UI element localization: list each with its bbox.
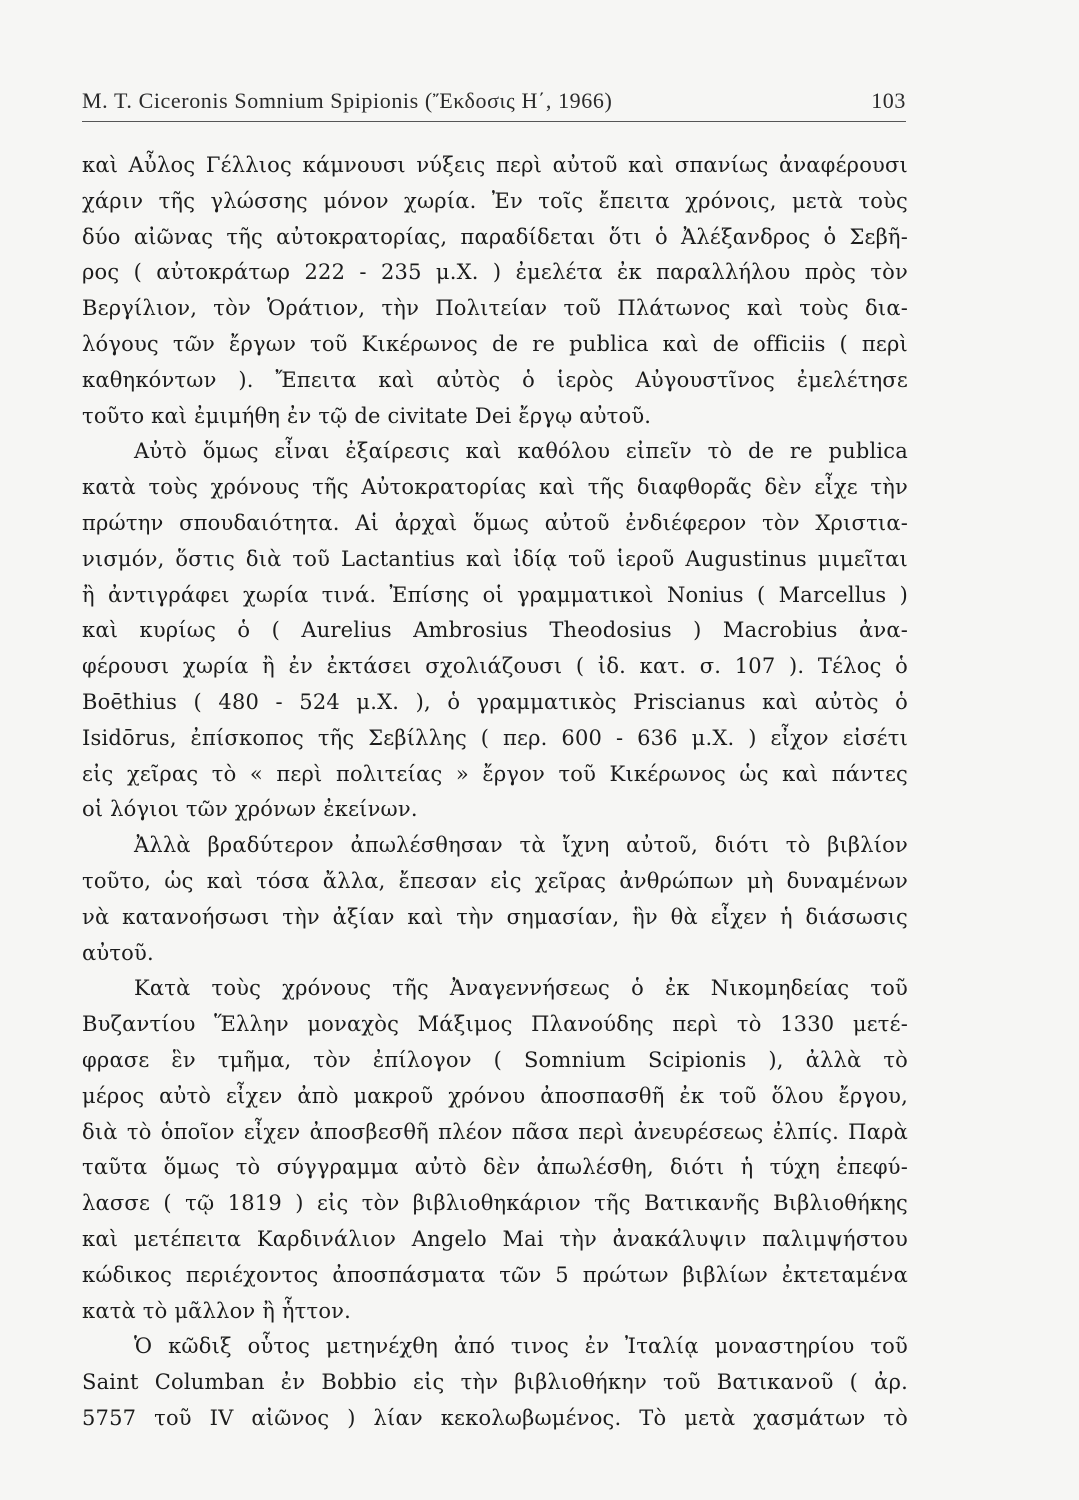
text-line: καθηκόντων ). Ἔπειτα καὶ αὐτὸς ὁ ἱερὸς Αὐγουστῖνος ἐμελέτησε bbox=[82, 367, 908, 392]
text-line: Ἀλλὰ βραδύτερον ἀπωλέσθησαν τὰ ἴχνη αὐτοῦ, διότι τὸ βιβλίον bbox=[134, 833, 908, 858]
text-line: νισμόν, ὅστις διὰ τοῦ Lactantius καὶ ἰδίᾳ τοῦ ἱεροῦ Augustinus μιμεῖται bbox=[82, 546, 908, 571]
text-line: καὶ μετέπειτα Καρδινάλιον Angelo Mai τὴν ἀνακάλυψιν παλιμψήστου bbox=[82, 1226, 908, 1251]
text-line: κατὰ τὸ μᾶλλον ἢ ἧττον. bbox=[82, 1298, 352, 1323]
text-line: 5757 τοῦ IV αἰῶνος ) λίαν κεκολωβωμένος. Τὸ μετὰ χασμάτων τὸ bbox=[82, 1405, 908, 1430]
text-line: λασσε ( τῷ 1819 ) εἰς τὸν βιβλιοθηκάριον τῆς Βατικανῆς Βιβλιοθήκης bbox=[82, 1191, 908, 1216]
text-line: φέρουσι χωρία ἢ ἐν ἐκτάσει σχολιάζουσι ( ἰδ. κατ. σ. 107 ). Τέλος ὁ bbox=[82, 654, 908, 679]
running-title: M. T. Ciceronis Somnium Spipionis (Ἔκδοσις Η΄, 1966) bbox=[82, 88, 613, 113]
text-line: φρασε ἓν τμῆμα, τὸν ἐπίλογον ( Somnium Scipionis ), ἀλλὰ τὸ bbox=[82, 1047, 908, 1072]
text-line: Βεργίλιον, τὸν Ὁράτιον, τὴν Πολιτείαν τοῦ Πλάτωνος καὶ τοὺς δια- bbox=[82, 296, 908, 321]
text-line: λόγους τῶν ἔργων τοῦ Κικέρωνος de re publica καὶ de officiis ( περὶ bbox=[82, 331, 908, 356]
text-line: κατὰ τοὺς χρόνους τῆς Αὐτοκρατορίας καὶ τῆς διαφθορᾶς δὲν εἶχε τὴν bbox=[82, 475, 908, 500]
text-line: ρος ( αὐτοκράτωρ 222 - 235 μ.Χ. ) ἐμελέτα ἐκ παραλλήλου πρὸς τὸν bbox=[82, 260, 908, 285]
text-line: εἰς χεῖρας τὸ « περὶ πολιτείας » ἔργον τοῦ Κικέρωνος ὡς καὶ πάντες bbox=[82, 761, 908, 786]
paragraph bbox=[82, 1329, 908, 1436]
text-line: διὰ τὸ ὁποῖον εἶχεν ἀποσβεσθῆ πλέον πᾶσα περὶ ἀνευρέσεως ἐλπίς. Παρὰ bbox=[82, 1119, 908, 1144]
text-line: Ὁ κῶδιξ οὗτος μετηνέχθη ἀπό τινος ἐν Ἰταλίᾳ μοναστηρίου τοῦ bbox=[134, 1334, 908, 1359]
text-line: τοῦτο καὶ ἐμιμήθη ἐν τῷ de civitate Dei ἔργῳ αὐτοῦ. bbox=[82, 403, 652, 428]
text-line: τοῦτο, ὡς καὶ τόσα ἄλλα, ἔπεσαν εἰς χεῖρας ἀνθρώπων μὴ δυναμένων bbox=[82, 868, 908, 893]
body-text bbox=[82, 148, 908, 1437]
text-line: καὶ κυρίως ὁ ( Aurelius Ambrosius Theodosius ) Macrobius ἀνα- bbox=[82, 618, 908, 643]
text-line: κώδικος περιέχοντος ἀποσπάσματα τῶν 5 πρώτων βιβλίων ἐκτεταμένα bbox=[82, 1262, 908, 1287]
header-rule bbox=[82, 121, 906, 122]
text-line: νὰ κατανοήσωσι τὴν ἀξίαν καὶ τὴν σημασίαν, ἣν θὰ εἶχεν ἡ διάσωσις bbox=[82, 904, 908, 929]
text-line: Isidōrus, ἐπίσκοπος τῆς Σεβίλλης ( περ. 600 - 636 μ.Χ. ) εἶχον εἰσέτι bbox=[82, 725, 908, 750]
text-line: Κατὰ τοὺς χρόνους τῆς Ἀναγεννήσεως ὁ ἐκ Νικομηδείας τοῦ bbox=[134, 976, 908, 1001]
paragraph bbox=[82, 971, 908, 1329]
text-line: Saint Columban ἐν Bobbio εἰς τὴν βιβλιοθήκην τοῦ Βατικανοῦ ( ἀρ. bbox=[82, 1370, 908, 1395]
text-line: Boēthius ( 480 - 524 μ.Χ. ), ὁ γραμματικὸς Priscianus καὶ αὐτὸς ὁ bbox=[82, 689, 908, 714]
paragraph bbox=[82, 434, 908, 828]
text-line: Βυζαντίου Ἕλλην μοναχὸς Μάξιμος Πλανούδης περὶ τὸ 1330 μετέ- bbox=[82, 1012, 908, 1037]
text-line: ἢ ἀντιγράφει χωρία τινά. Ἐπίσης οἱ γραμματικοὶ Nonius ( Marcellus ) bbox=[82, 582, 908, 607]
paragraph bbox=[82, 828, 908, 971]
text-line: χάριν τῆς γλώσσης μόνον χωρία. Ἐν τοῖς ἔπειτα χρόνοις, μετὰ τοὺς bbox=[82, 188, 908, 213]
text-line: καὶ Αὖλος Γέλλιος κάμνουσι νύξεις περὶ αὐτοῦ καὶ σπανίως ἀναφέρουσι bbox=[82, 153, 908, 177]
running-header bbox=[82, 88, 906, 118]
text-line: πρώτην σπουδαιότητα. Αἱ ἀρχαὶ ὅμως αὐτοῦ ἐνδιέφερον τὸν Χριστια- bbox=[82, 510, 908, 535]
text-line: αὐτοῦ. bbox=[82, 940, 154, 965]
page-number: 103 bbox=[871, 88, 906, 113]
paragraph bbox=[82, 148, 908, 434]
text-line: δύο αἰῶνας τῆς αὐτοκρατορίας, παραδίδεται ὅτι ὁ Ἀλέξανδρος ὁ Σεβῆ- bbox=[82, 224, 908, 249]
text-line: Αὐτὸ ὅμως εἶναι ἐξαίρεσις καὶ καθόλου εἰπεῖν τὸ de re publica bbox=[134, 439, 908, 464]
text-line: μέρος αὐτὸ εἶχεν ἀπὸ μακροῦ χρόνου ἀποσπασθῆ ἐκ τοῦ ὅλου ἔργου, bbox=[82, 1083, 908, 1108]
text-line: οἱ λόγιοι τῶν χρόνων ἐκείνων. bbox=[82, 797, 418, 822]
text-line: ταῦτα ὅμως τὸ σύγγραμμα αὐτὸ δὲν ἀπωλέσθη, διότι ἡ τύχη ἐπεφύ- bbox=[82, 1155, 908, 1180]
